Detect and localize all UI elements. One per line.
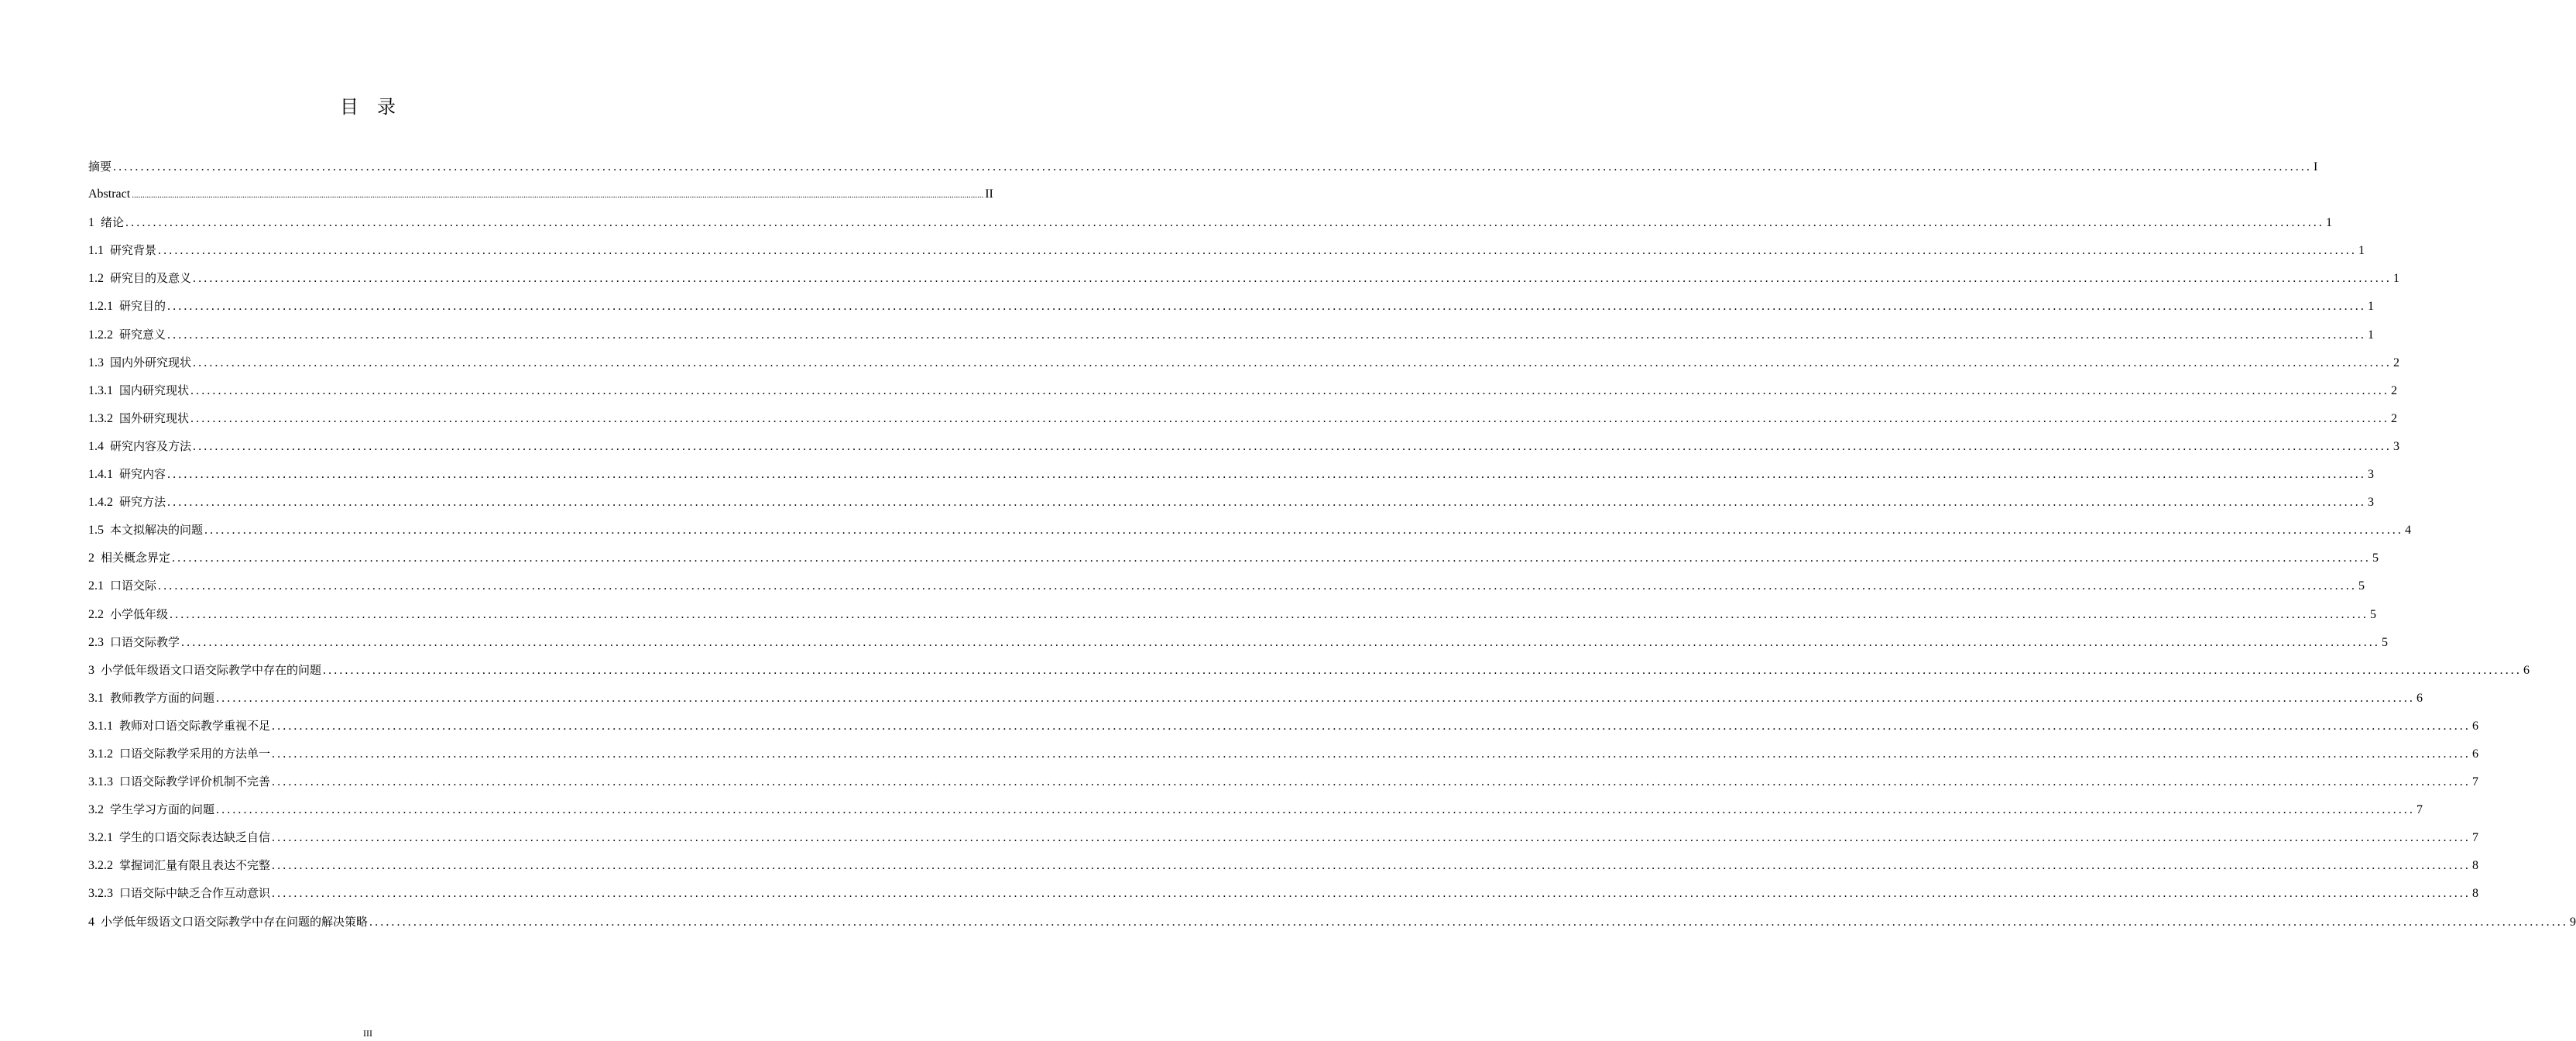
- toc-entry-number: 2.3: [88, 635, 104, 649]
- toc-entry-number: 2: [88, 551, 94, 565]
- toc-entry[interactable]: [88, 321, 2375, 349]
- toc-entry-page: 3: [2368, 496, 2375, 510]
- toc-entry-page: 5: [2382, 635, 2389, 649]
- toc-leader-dots: ................................................................................................................................................................................................................................................................................................................................................................................................................: [272, 887, 2471, 901]
- table-of-contents: [88, 153, 2576, 936]
- toc-entry-title: 口语交际教学: [110, 634, 180, 649]
- toc-entry-number: 3.1.3: [88, 775, 113, 789]
- toc-entry-title: 学生的口语交际表达缺乏自信: [119, 830, 271, 845]
- toc-leader-dots: ................................................................................................................................................................................................................................................................................................................................................................................................................: [113, 160, 2313, 174]
- toc-entry[interactable]: [88, 376, 2398, 404]
- toc-entry-number: 1.5: [88, 524, 104, 538]
- toc-entry[interactable]: [88, 823, 2479, 851]
- toc-entry[interactable]: [88, 768, 2479, 795]
- toc-entry[interactable]: [88, 656, 2530, 684]
- toc-entry-page: 5: [2372, 551, 2379, 565]
- toc-entry-number: 1.4.2: [88, 496, 113, 510]
- toc-entry[interactable]: [88, 349, 2400, 376]
- toc-entry-number: 2.2: [88, 607, 104, 621]
- toc-entry-title: 掌握词汇量有限且表达不完整: [119, 858, 271, 873]
- toc-entry[interactable]: [88, 264, 2400, 292]
- toc-entry-number: 3: [88, 663, 94, 677]
- toc-entry-title: 国外研究现状: [119, 411, 190, 425]
- toc-leader-dots: ................................................................................................................................................................................................................................................................................................................................................................................................................: [167, 328, 2367, 342]
- toc-entry-page: 6: [2472, 747, 2479, 761]
- toc-entry-number: 1: [88, 216, 94, 230]
- toc-entry-page: 6: [2472, 719, 2479, 733]
- toc-leader-dots: ................................................................................................................................................................................................................................................................................................................................................................................................................: [216, 803, 2416, 817]
- toc-leader-dots: ................................................................................................................................................................................................................................................................................................................................................................................................................: [272, 719, 2471, 733]
- toc-leader-dots: ................................................................................................................................................................................................................................................................................................................................................................................................................: [158, 579, 2358, 593]
- toc-entry-page: 1: [2326, 216, 2333, 230]
- toc-entry[interactable]: [88, 488, 2375, 516]
- toc-leader-dots: ................................................................................................................................................................................................................................................................................................................................................................................................................: [272, 775, 2471, 789]
- toc-leader-dots: ................................................................................................................................................................................................................................................................................................................................................................................................................: [193, 356, 2392, 369]
- toc-leader-dots: ................................................................................................................................................................................................................................................................................................................................................................................................................: [190, 383, 2390, 397]
- toc-entry-page: 7: [2417, 803, 2423, 817]
- toc-leader-dots: ................................................................................................................................................................................................................................................................................................................................................................................................................: [172, 551, 2372, 565]
- toc-entry-title: 相关概念界定: [101, 551, 171, 565]
- toc-entry-number: 3.2.3: [88, 887, 113, 901]
- toc-entry-number: 1.4: [88, 439, 104, 453]
- toc-entry-title: 国内外研究现状: [110, 355, 192, 369]
- page-number: III: [363, 1028, 372, 1039]
- toc-entry[interactable]: [88, 908, 2576, 936]
- toc-entry[interactable]: [88, 572, 2365, 600]
- toc-entry-title: 国内研究现状: [119, 383, 190, 397]
- toc-entry-page: 5: [2370, 607, 2377, 621]
- toc-entry-title: 教师对口语交际教学重视不足: [119, 718, 271, 733]
- toc-entry[interactable]: [88, 236, 2365, 264]
- toc-entry-page: 9: [2570, 915, 2576, 929]
- toc-entry-page: II: [985, 187, 993, 201]
- toc-leader-dots: ................................................................................................................................................................................................................................................................................................................................................................................................................: [193, 439, 2392, 453]
- toc-entry[interactable]: [88, 208, 2333, 236]
- toc-entry-number: 3.2.1: [88, 831, 113, 845]
- toc-entry-number: 1.2.1: [88, 300, 113, 314]
- toc-entry-page: 1: [2393, 272, 2400, 286]
- toc-entry-number: 4: [88, 915, 94, 929]
- toc-entry-title: 小学低年级语文口语交际教学中存在问题的解决策略: [101, 914, 369, 929]
- toc-entry-page: 5: [2358, 579, 2365, 593]
- page-title: 目 录: [340, 96, 396, 118]
- toc-leader-dots: ................................................................................................................................................................................................................................................................................................................................................................................................................: [204, 524, 2404, 538]
- toc-entry-number: 3.1: [88, 691, 104, 705]
- toc-entry-title: 摘要: [88, 160, 112, 174]
- toc-entry-number: 3.1.2: [88, 747, 113, 761]
- toc-leader-dots: ................................................................................................................................................................................................................................................................................................................................................................................................................: [272, 747, 2471, 761]
- toc-entry-title: 研究意义: [119, 327, 166, 342]
- toc-leader-dots: ................................................................................................................................................................................................................................................................................................................................................................................................................: [170, 607, 2369, 621]
- toc-entry-title: 本文拟解决的问题: [110, 523, 204, 538]
- toc-entry-page: 7: [2472, 831, 2479, 845]
- toc-entry-title: 口语交际: [110, 579, 157, 593]
- toc-leader-dots: ................................................................................................................................................................................................................................................................................................................................................................................................................: [193, 272, 2392, 286]
- toc-entry-page: 1: [2368, 328, 2375, 342]
- toc-entry[interactable]: [88, 851, 2479, 879]
- toc-leader-dots: ................................................................................................................................................................................................................................................................................................................................................................................................................: [158, 244, 2358, 258]
- toc-entry-title: 研究内容: [119, 467, 166, 482]
- toc-entry-page: I: [2314, 160, 2318, 174]
- toc-entry-title: 研究目的及意义: [110, 271, 192, 286]
- toc-entry-page: 2: [2391, 383, 2398, 397]
- toc-entry[interactable]: [88, 153, 2318, 180]
- toc-entry-number: 1.3: [88, 356, 104, 369]
- toc-entry-number: 1.2: [88, 272, 104, 286]
- toc-entry-title: 学生学习方面的问题: [110, 802, 215, 817]
- toc-entry-title: 小学低年级: [110, 606, 169, 621]
- toc-leader-dots: ................................................................................................................................................................................................................................................................................................................................................................................................................: [167, 300, 2367, 314]
- toc-entry-page: 7: [2472, 775, 2479, 789]
- toc-entry-page: 6: [2523, 663, 2530, 677]
- toc-leader-dots: ................................................................................................................................................................................................................................................................................................................................................................................................................: [272, 831, 2471, 845]
- toc-leader-dots: ................................................................................................................................................................................................................................................................................................................................................................................................................: [132, 191, 984, 201]
- toc-entry[interactable]: [88, 432, 2400, 460]
- toc-entry-title: 口语交际教学评价机制不完善: [119, 775, 271, 789]
- toc-entry[interactable]: [88, 684, 2423, 712]
- toc-entry-number: 1.4.1: [88, 468, 113, 482]
- toc-entry-title: 口语交际中缺乏合作互动意识: [119, 886, 271, 901]
- toc-leader-dots: ................................................................................................................................................................................................................................................................................................................................................................................................................: [181, 635, 2381, 649]
- toc-entry[interactable]: [88, 628, 2389, 656]
- toc-entry[interactable]: [88, 516, 2412, 544]
- toc-leader-dots: ................................................................................................................................................................................................................................................................................................................................................................................................................: [125, 216, 2325, 230]
- toc-entry-number: 3.2: [88, 803, 104, 817]
- toc-entry-title: 研究方法: [119, 495, 166, 510]
- toc-entry-page: 2: [2391, 411, 2398, 425]
- toc-entry[interactable]: [88, 795, 2423, 823]
- toc-entry[interactable]: [88, 879, 2479, 907]
- toc-leader-dots: ................................................................................................................................................................................................................................................................................................................................................................................................................: [167, 496, 2367, 510]
- toc-leader-dots: ................................................................................................................................................................................................................................................................................................................................................................................................................: [369, 915, 2569, 929]
- toc-leader-dots: ................................................................................................................................................................................................................................................................................................................................................................................................................: [190, 411, 2390, 425]
- toc-entry-number: 1.3.1: [88, 383, 113, 397]
- toc-entry[interactable]: [88, 740, 2479, 768]
- toc-entry[interactable]: [88, 712, 2479, 740]
- toc-entry-page: 1: [2358, 244, 2365, 258]
- toc-entry-number: 2.1: [88, 579, 104, 593]
- toc-entry-page: 2: [2393, 356, 2400, 369]
- toc-entry-number: 1.1: [88, 244, 104, 258]
- toc-entry[interactable]: [88, 460, 2375, 488]
- toc-entry-title: 教师教学方面的问题: [110, 690, 215, 705]
- toc-entry[interactable]: [88, 544, 2379, 572]
- toc-entry-page: 8: [2472, 887, 2479, 901]
- toc-entry-page: 1: [2368, 300, 2375, 314]
- toc-entry[interactable]: [88, 600, 2377, 628]
- toc-entry-number: 3.1.1: [88, 719, 113, 733]
- toc-leader-dots: ................................................................................................................................................................................................................................................................................................................................................................................................................: [216, 691, 2416, 705]
- toc-entry[interactable]: [88, 292, 2375, 320]
- toc-entry[interactable]: [88, 180, 993, 208]
- toc-entry-page: 4: [2405, 524, 2412, 538]
- toc-entry-title: 研究背景: [110, 243, 157, 258]
- toc-entry-page: 8: [2472, 859, 2479, 873]
- toc-entry-title: 绪论: [101, 215, 125, 230]
- toc-entry-title: 小学低年级语文口语交际教学中存在的问题: [101, 662, 322, 677]
- toc-entry-page: 3: [2393, 439, 2400, 453]
- toc-entry-title: 研究内容及方法: [110, 438, 192, 453]
- toc-entry-number: 1.2.2: [88, 328, 113, 342]
- toc-entry[interactable]: [88, 404, 2398, 432]
- toc-entry-page: 3: [2368, 468, 2375, 482]
- toc-leader-dots: ................................................................................................................................................................................................................................................................................................................................................................................................................: [167, 468, 2367, 482]
- toc-entry-title: Abstract: [88, 187, 131, 201]
- toc-entry-title: 研究目的: [119, 299, 166, 314]
- toc-leader-dots: ................................................................................................................................................................................................................................................................................................................................................................................................................: [272, 859, 2471, 873]
- toc-entry-number: 1.3.2: [88, 411, 113, 425]
- toc-leader-dots: ................................................................................................................................................................................................................................................................................................................................................................................................................: [323, 663, 2523, 677]
- toc-entry-number: 3.2.2: [88, 859, 113, 873]
- toc-entry-title: 口语交际教学采用的方法单一: [119, 746, 271, 761]
- toc-entry-page: 6: [2417, 691, 2423, 705]
